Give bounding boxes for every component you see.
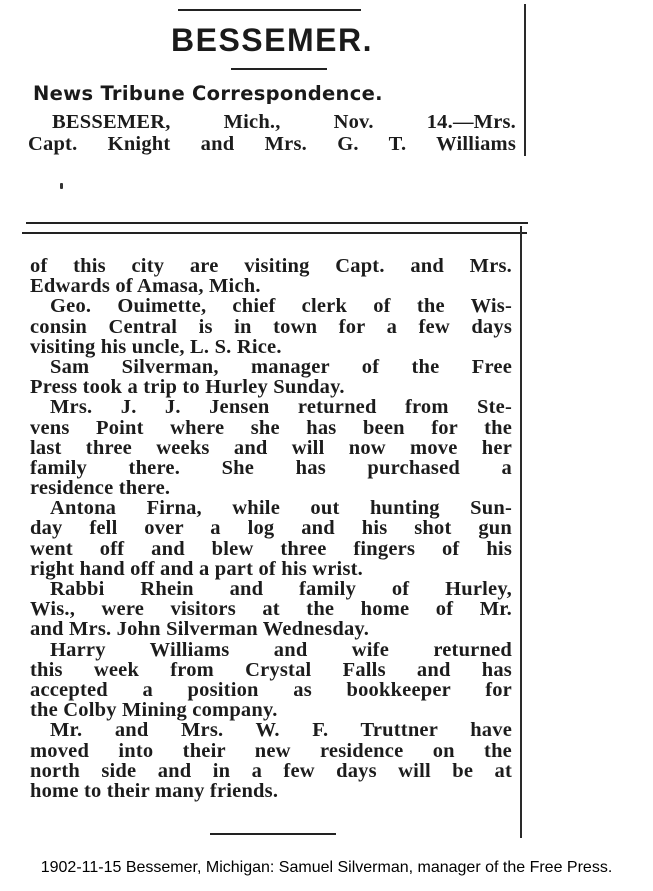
body-line: residence there. [30, 477, 171, 500]
article-body [30, 256, 512, 801]
dateline-line: BESSEMER, Mich., Nov. 14.—Mrs. [52, 111, 516, 133]
body-line: Mrs. J. J. Jensen returned from Ste- [50, 396, 512, 419]
body-line: home to their many friends. [30, 779, 279, 802]
dateline-line: Capt. Knight and Mrs. G. T. Williams [28, 133, 516, 155]
body-line: visiting his uncle, L. S. Rice. [30, 335, 282, 358]
body-line: Wis., were visitors at the home of Mr. [30, 598, 512, 621]
body-line: Sam Silverman, manager of the Free [50, 355, 512, 378]
body-line: last three weeks and will now move her [30, 436, 512, 459]
section-rule-1 [26, 222, 528, 224]
body-line: day fell over a log and his shot gun [30, 517, 512, 540]
body-line: Edwards of Amasa, Mich. [30, 275, 261, 298]
section-rule-2 [22, 232, 527, 234]
body-line: family there. She has purchased a [30, 456, 512, 479]
column-divider-top [524, 4, 526, 156]
body-line: moved into their new residence on the [30, 739, 512, 762]
print-speck [60, 183, 63, 189]
body-line: north side and in a few days will be at [30, 759, 512, 782]
body-line: Antona Firna, while out hunting Sun- [50, 497, 512, 520]
dateline-block [28, 111, 516, 155]
column-divider-bottom [520, 226, 522, 838]
end-rule [210, 833, 336, 835]
body-line: went off and blew three fingers of his [30, 537, 512, 560]
headline-rule-bottom [231, 68, 327, 70]
image-caption: 1902-11-15 Bessemer, Michigan: Samuel Silverman, manager of the Free Press. [40, 859, 613, 876]
body-line: Harry Williams and wife returned [50, 638, 512, 661]
body-line: Press took a trip to Hurley Sunday. [30, 376, 345, 399]
body-line: and Mrs. John Silverman Wednesday. [30, 618, 370, 641]
body-line: Rabbi Rhein and family of Hurley, [50, 578, 512, 600]
body-line: right hand off and a part of his wrist. [30, 557, 363, 580]
body-line: Mr. and Mrs. W. F. Truttner have [50, 719, 512, 742]
body-line: vens Point where she has been for the [30, 416, 512, 439]
body-line: accepted a position as bookkeeper for [30, 678, 512, 701]
body-line: consin Central is in town for a few days [30, 315, 512, 338]
headline-rule-top [178, 9, 361, 11]
headline: BESSEMER. [171, 22, 373, 58]
body-line: of this city are visiting Capt. and Mrs. [30, 255, 512, 277]
body-line: Geo. Ouimette, chief clerk of the Wis- [50, 295, 512, 318]
body-line: the Colby Mining company. [30, 699, 278, 722]
body-line: this week from Crystal Falls and has [30, 658, 512, 681]
byline: News Tribune Correspondence. [33, 82, 383, 105]
